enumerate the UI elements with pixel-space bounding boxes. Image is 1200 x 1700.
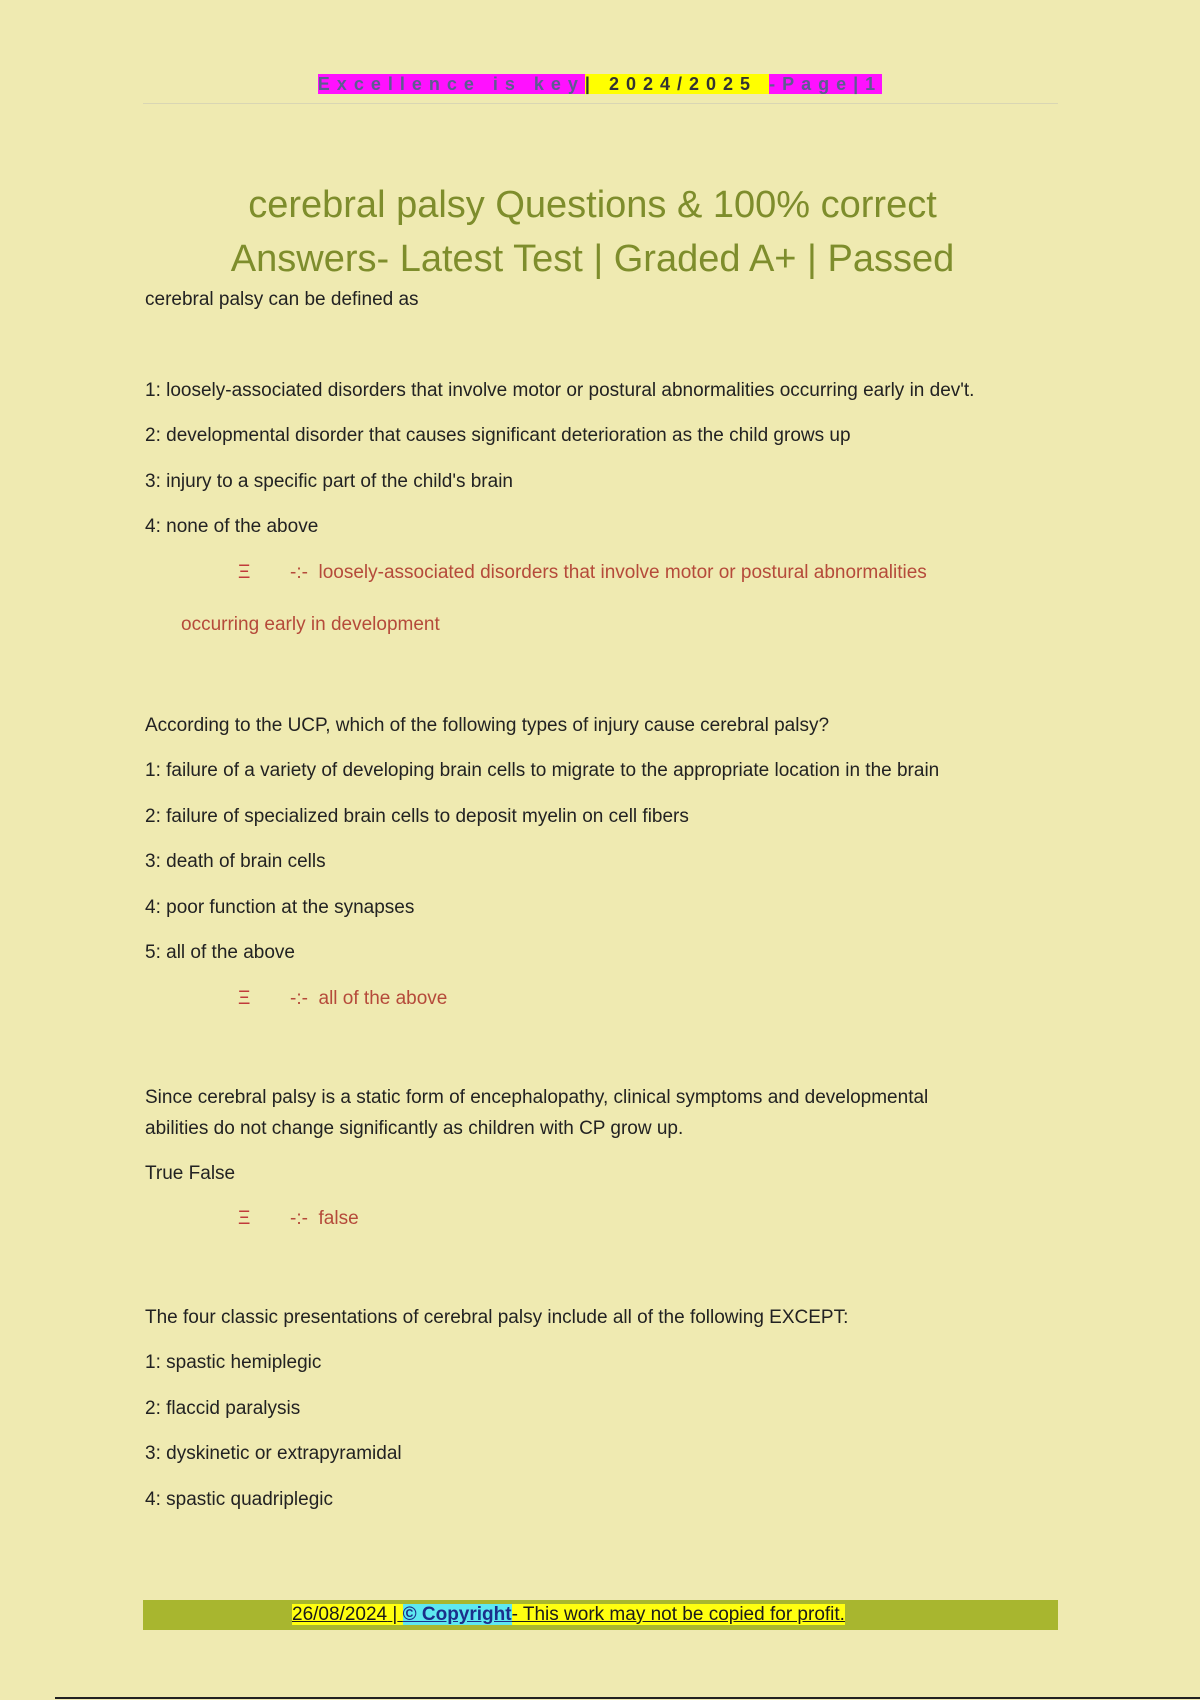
header-page-number: 1 <box>865 74 883 94</box>
footer-date: 26/08/2024 <box>292 1604 388 1625</box>
q1-option-2: 2: developmental disorder that causes significant deterioration as the child grows up <box>145 425 851 446</box>
header-separator: | 2024/2025 <box>585 74 769 94</box>
header-divider <box>143 103 1058 104</box>
q3-answer: -:- false <box>290 1208 359 1229</box>
title-line-2: Answers- Latest Test | Graded A+ | Passed <box>230 238 955 280</box>
q1-option-3: 3: injury to a specific part of the child's brain <box>145 471 513 492</box>
q4-option-2: 2: flaccid paralysis <box>145 1398 301 1419</box>
q2-option-5: 5: all of the above <box>145 942 295 963</box>
question-1: cerebral palsy can be defined as <box>145 289 419 310</box>
page-title <box>110 178 1075 286</box>
q1-option-4: 4: none of the above <box>145 516 319 537</box>
answer-icon: Ξ <box>238 988 251 1009</box>
question-3-line-2: abilities do not change significantly as children with CP grow up. <box>145 1118 684 1139</box>
q2-answer: -:- all of the above <box>290 988 448 1009</box>
q4-option-1: 1: spastic hemiplegic <box>145 1352 322 1373</box>
question-2: According to the UCP, which of the following types of injury cause cerebral palsy? <box>145 715 830 736</box>
answer-icon: Ξ <box>238 1208 251 1229</box>
question-4: The four classic presentations of cerebral palsy include all of the following EXCEPT: <box>145 1307 849 1328</box>
bottom-divider <box>55 1697 1200 1699</box>
title-line-1: cerebral palsy Questions & 100% correct <box>248 184 937 226</box>
q2-option-1: 1: failure of a variety of developing brain cells to migrate to the appropriate location in the brain <box>145 760 940 781</box>
q1-answer-continued: occurring early in development <box>181 614 440 635</box>
question-3-line-1: Since cerebral palsy is a static form of encephalopathy, clinical symptoms and developmental <box>145 1087 929 1108</box>
page-header <box>0 70 1200 98</box>
q4-option-3: 3: dyskinetic or extrapyramidal <box>145 1443 402 1464</box>
header-year: 2024/2025 <box>608 74 758 94</box>
q2-option-2: 2: failure of specialized brain cells to deposit myelin on cell fibers <box>145 806 689 827</box>
q2-option-3: 3: death of brain cells <box>145 851 326 872</box>
q1-answer: -:- loosely-associated disorders that involve motor or postural abnormalities <box>290 562 927 583</box>
footer-notice: - This work may not be copied for profit. <box>511 1604 845 1625</box>
header-motto: Excellence is key <box>317 74 585 94</box>
header-page: -Page|1 <box>769 74 883 94</box>
answer-icon: Ξ <box>238 562 251 583</box>
q2-option-4: 4: poor function at the synapses <box>145 897 415 918</box>
q1-option-1: 1: loosely-associated disorders that involve motor or postural abnormalities occurring early in dev't. <box>145 380 975 401</box>
footer-copyright: © Copyright <box>402 1604 512 1625</box>
q3-option-1: True False <box>145 1163 236 1184</box>
page-footer: 26/08/2024 | © Copyright- This work may not be copied for profit. <box>292 1604 845 1625</box>
q4-option-4: 4: spastic quadriplegic <box>145 1489 333 1510</box>
